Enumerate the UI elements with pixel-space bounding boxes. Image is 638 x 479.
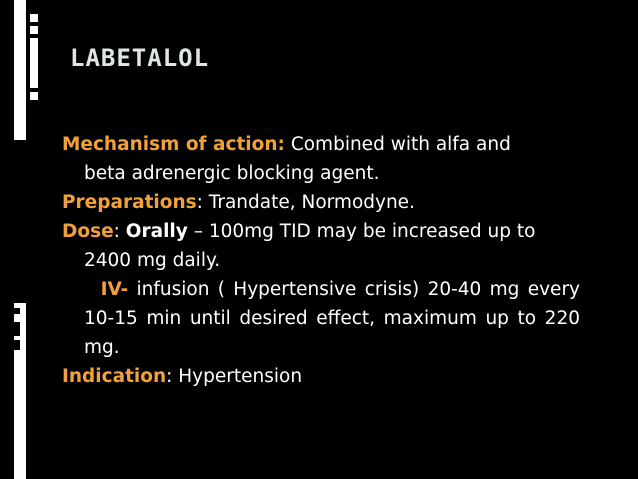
iv-text: infusion ( Hypertensive crisis) 20-40 mg every 10-15 min until desired effect, maximum up to 220 mg. <box>84 279 580 358</box>
iv-label: IV- <box>100 279 129 300</box>
decor-square <box>30 38 38 88</box>
preparations-label: Preparations <box>62 192 197 213</box>
decor-square <box>30 26 38 34</box>
dose-paragraph <box>62 217 580 275</box>
orally-text: – 100mg TID may be increased up to 2400 mg daily. <box>84 221 536 271</box>
iv-paragraph <box>62 275 580 362</box>
mechanism-text-2: beta adrenergic blocking agent. <box>84 163 380 184</box>
slide-title: LABETALOL <box>70 44 210 72</box>
indication-label: Indication <box>62 366 167 387</box>
slide-content <box>62 130 580 391</box>
orally-label: Orally <box>125 221 188 242</box>
dose-label: Dose <box>62 221 114 242</box>
dose-sep: : <box>113 221 126 242</box>
decor-square <box>30 14 38 22</box>
decor-square <box>14 308 20 314</box>
mechanism-text-1: Combined with alfa and <box>284 134 511 155</box>
decor-bar-top <box>14 0 26 140</box>
indication-paragraph <box>62 362 580 391</box>
mechanism-label: Mechanism of action: <box>62 134 285 155</box>
decor-square <box>30 92 38 100</box>
decor-square <box>14 322 20 336</box>
mechanism-paragraph <box>62 130 580 188</box>
indication-text: : Hypertension <box>166 366 303 387</box>
preparations-text: : Trandate, Normodyne. <box>196 192 415 213</box>
preparations-paragraph <box>62 188 580 217</box>
decor-square <box>14 340 20 350</box>
